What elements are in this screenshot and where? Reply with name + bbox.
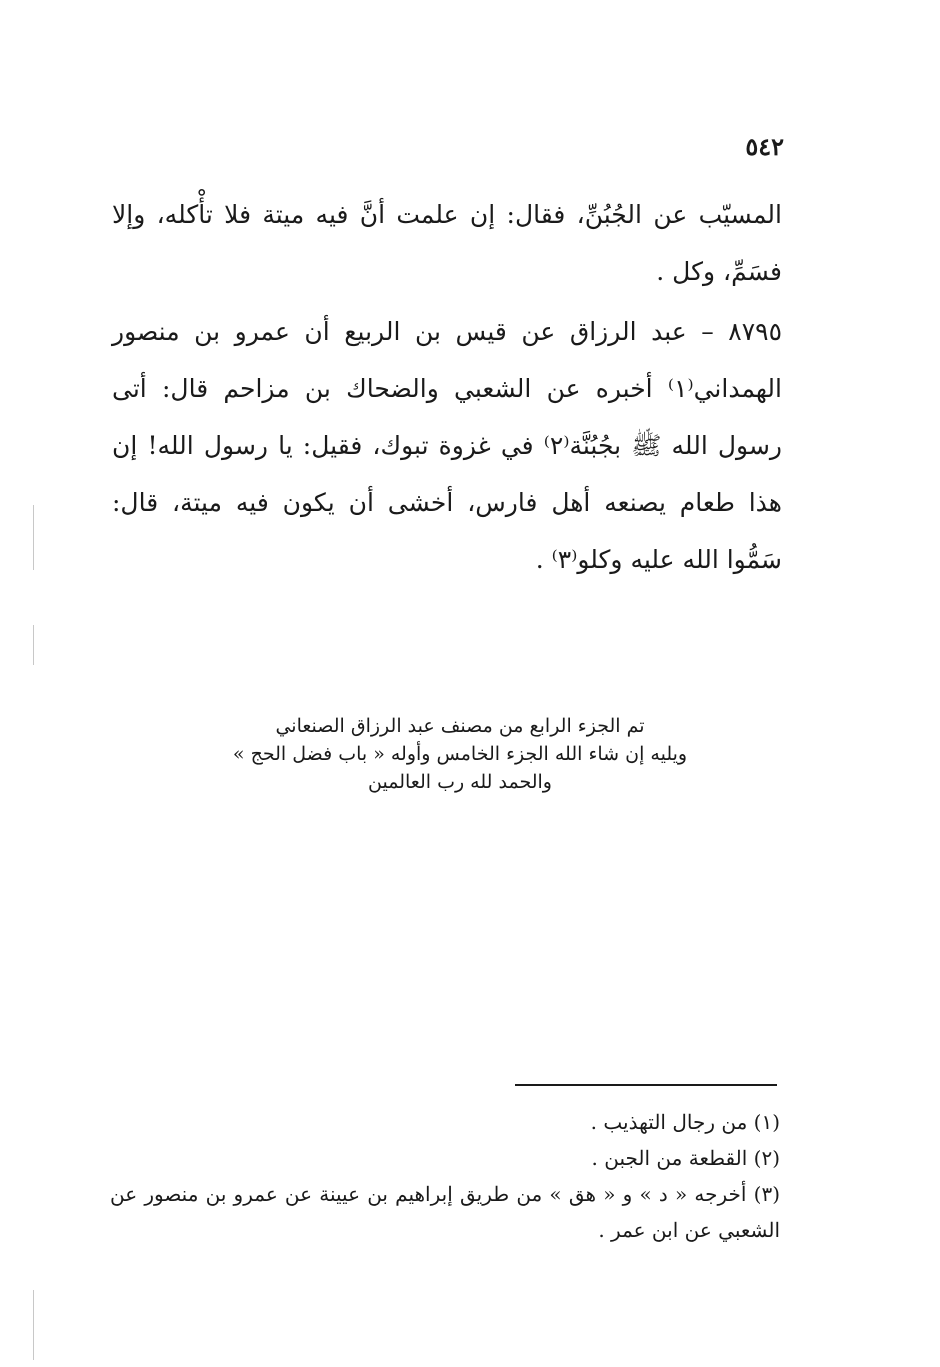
footnote: (٣) أخرجه « د » و « هق » من طريق إبراهيم بن عيينة عن عمرو بن منصور عن الشعبي عن ابن عمر . [110,1182,780,1242]
paragraph: المسيّب عن الجُبُنِّ، فقال: إن علمت أنَّ فيه ميتة فلا تأْكله، وإلا فسَمِّ، وكل . [112,200,782,286]
scan-edge-mark [33,505,34,570]
page-number: ٥٤٢ [745,132,784,161]
main-text [112,186,782,588]
colophon-line: تم الجزء الرابع من مصنف عبد الرزاق الصنعاني [275,715,645,737]
footnote-rule [515,1084,777,1086]
colophon [230,712,690,796]
paragraph: ٨٧٩٥ – عبد الرزاق عن قيس بن الربيع أن عمرو بن منصور الهمداني⁽١⁾ أخبره عن الشعبي والضحاك بن مزاحم قال: أتى رسول الله ﷺ بجُبُنَّة⁽٢⁾ في غزوة تبوك، فقيل: يا رسول الله! إن هذا طعام يصنعه أهل فارس، أخشى أن يكون فيه ميتة، قال: سَمُّوا الله عليه وكلو⁽٣⁾ . [112,317,782,574]
scan-edge-mark [33,625,34,665]
footnotes [110,1104,780,1248]
footnote: (١) من رجال التهذيب . [590,1110,780,1134]
scan-edge-mark [33,1290,34,1360]
footnote: (٢) القطعة من الجبن . [591,1146,780,1170]
colophon-line: والحمد لله رب العالمين [368,771,552,793]
colophon-line: ويليه إن شاء الله الجزء الخامس وأوله « باب فضل الحج » [232,743,688,765]
